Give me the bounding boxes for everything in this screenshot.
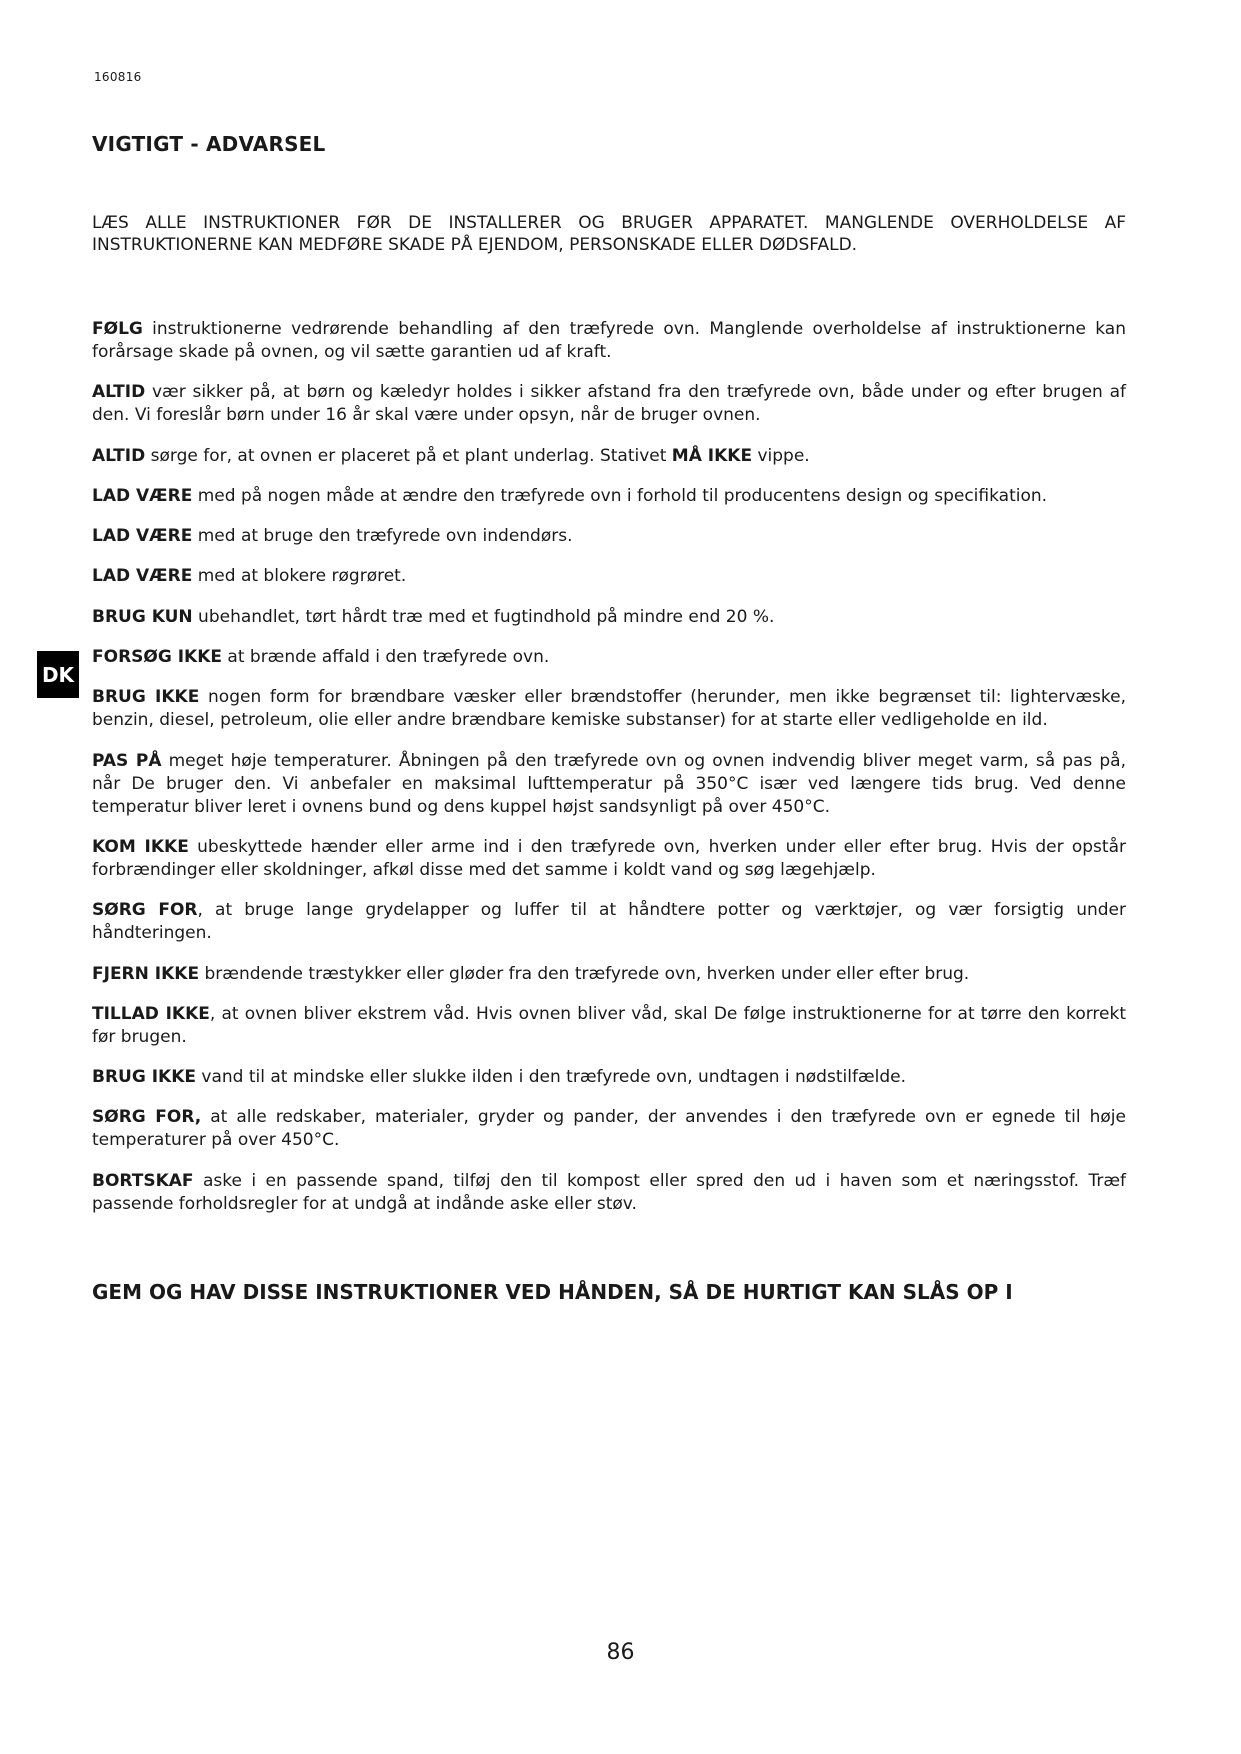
instruction-item [92,445,1126,468]
instruction-text: ubeskyttede hænder eller arme ind i den træfyrede ovn, hverken under eller efter brug. Hvis der opstår forbrændinger eller skoldninger, afkøl disse med det samme i koldt vand og søg lægehjælp. [92,836,1126,880]
instruction-keyword: FORSØG IKKE [92,647,223,668]
instruction-text: vippe. [752,445,810,466]
instruction-keyword: BRUG IKKE [92,687,200,708]
instruction-keyword: ALTID [92,382,146,403]
footer-heading: GEM OG HAV DISSE INSTRUKTIONER VED HÅNDEN, SÅ DE HURTIGT KAN SLÅS OP I [92,1280,1013,1304]
instruction-item [92,565,1126,588]
instruction-keyword: FØLG [92,319,143,339]
instruction-keyword: MÅ IKKE [671,445,753,466]
instruction-text: at brænde affald i den træfyrede ovn. [222,647,550,668]
instruction-keyword: SØRG FOR [92,900,198,921]
warning-notice: LÆS ALLE INSTRUKTIONER FØR DE INSTALLERER OG BRUGER APPARATET. MANGLENDE OVERHOLDELSE AF INSTRUKTIONERNE KAN MEDFØRE SKADE PÅ EJENDOM, PERSONSKADE ELLER DØDSFALD. [92,213,1126,255]
instruction-text: , at ovnen bliver ekstrem våd. Hvis ovnen bliver våd, skal De følge instruktionerne for at tørre den korrekt før brugen. [92,1003,1126,1047]
instruction-keyword: LAD VÆRE [92,526,193,547]
instruction-item [92,1170,1126,1216]
instruction-keyword: KOM IKKE [92,836,189,857]
instruction-text: meget høje temperaturer. Åbningen på den træfyrede ovn og ovnen indvendig bliver meget varm, så pas på, når De bruger den. Vi anbefaler en maksimal lufttemperatur på 350°C især ved længere tids brug. Ved denne temperatur bliver leret i ovnens bund og dens kuppel højst sandsynligt på over 450°C. [92,750,1126,817]
instruction-text: med at blokere røgrøret. [192,566,407,587]
instruction-item [92,1106,1126,1152]
instruction-keyword: SØRG FOR, [92,1107,202,1128]
instruction-text: aske i en passende spand, tilføj den til kompost eller spred den ud i haven som et næringsstof. Træf passende forholdsregler for at undgå at indånde aske eller støv. [92,1170,1126,1214]
instruction-keyword: BORTSKAF [92,1170,194,1191]
instruction-item [92,686,1126,732]
instruction-keyword: ALTID [92,445,146,466]
instruction-keyword: BRUG KUN [92,606,193,627]
instruction-text: , at bruge lange grydelapper og luffer til at håndtere potter og værktøjer, og vær forsigtig under håndteringen. [92,900,1126,944]
instruction-text: nogen form for brændbare væsker eller brændstoffer (herunder, men ikke begrænset til: lightervæske, benzin, diesel, petroleum, olie eller andre brændbare kemiske substanser) for at starte eller vedligeholde en ild. [92,687,1126,731]
instruction-item [92,836,1126,882]
instruction-text: med at bruge den træfyrede ovn indendørs. [192,526,573,547]
instruction-text: at alle redskaber, materialer, gryder og pander, der anvendes i den træfyrede ovn er egnede til høje temperaturer på over 450°C. [92,1107,1126,1151]
instruction-text: vand til at mindske eller slukke ilden i den træfyrede ovn, undtagen i nødstilfælde. [196,1067,906,1088]
instruction-item [92,646,1126,669]
instruction-text: sørge for, at ovnen er placeret på et plant underlag. Stativet [145,445,672,466]
instruction-list [92,318,1126,1233]
instruction-keyword: TILLAD IKKE [92,1003,210,1024]
instruction-item [92,750,1126,819]
instruction-item [92,606,1126,629]
instruction-item [92,525,1126,548]
instruction-keyword: LAD VÆRE [92,485,193,506]
page-number: 86 [606,1640,635,1665]
instruction-keyword: LAD VÆRE [92,566,193,587]
instruction-text: ubehandlet, tørt hårdt træ med et fugtindhold på mindre end 20 %. [192,606,775,627]
instruction-item [92,963,1126,986]
instruction-text: med på nogen måde at ændre den træfyrede ovn i forhold til producentens design og specifikation. [192,485,1048,506]
instruction-item [92,318,1126,364]
instruction-item [92,899,1126,945]
instruction-keyword: PAS PÅ [92,750,162,771]
instruction-keyword: BRUG IKKE [92,1067,197,1088]
instruction-text: instruktionerne vedrørende behandling af den træfyrede ovn. Manglende overholdelse af instruktionerne kan forårsage skade på ovnen, og vil sætte garantien ud af kraft. [92,319,1126,362]
instruction-item [92,381,1126,427]
instruction-text: vær sikker på, at børn og kæledyr holdes i sikker afstand fra den træfyrede ovn, både under og efter brugen af den. Vi foreslår børn under 16 år skal være under opsyn, når de bruger ovnen. [92,382,1126,426]
warning-heading: VIGTIGT - ADVARSEL [92,132,326,156]
instruction-item [92,1066,1126,1089]
instruction-text: brændende træstykker eller gløder fra den træfyrede ovn, hverken under eller efter brug. [199,963,970,984]
document-code: 160816 [94,70,142,84]
instruction-keyword: FJERN IKKE [92,963,200,984]
instruction-item [92,1003,1126,1049]
language-tab: DK [37,651,79,698]
instruction-item [92,485,1126,508]
